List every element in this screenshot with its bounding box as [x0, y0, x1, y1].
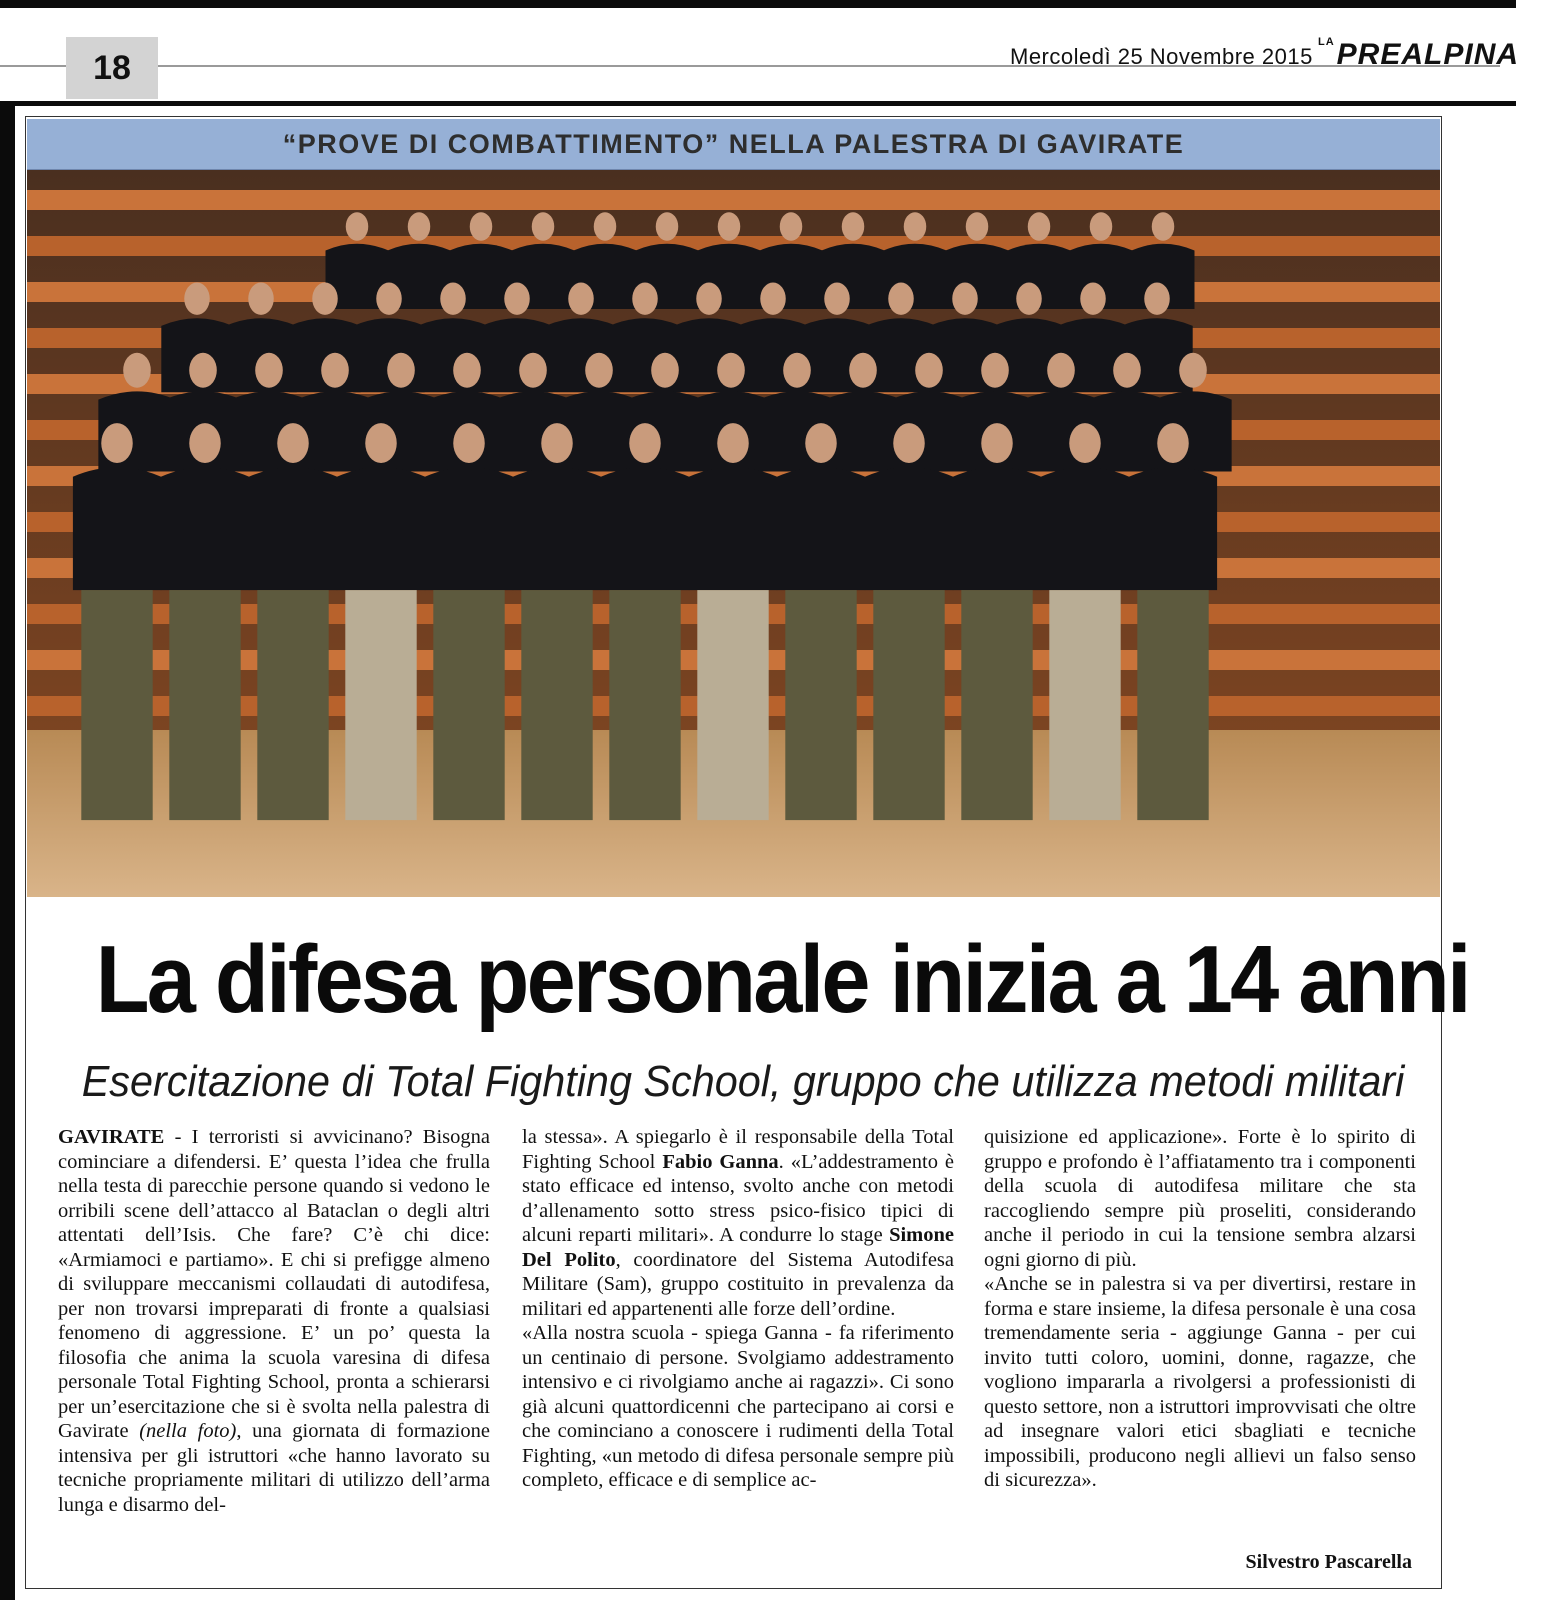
photo-reference: (nella foto) — [139, 1420, 237, 1442]
dateline: GAVIRATE — [58, 1126, 165, 1148]
paragraph: quisizione ed applicazione». Forte è lo spirito di gruppo e profondo è l’affiatamento tra i componenti della scuola di autodifesa militare che sta raccogliendo sempre più proseliti, considerando anche il periodo in cui la tensione sembra alzarsi ogni giorno di più. — [984, 1126, 1416, 1271]
paragraph: GAVIRATE - I terroristi si avvicinano? Bisogna cominciare a difendersi. E’ questa l’idea che frulla nella testa di parecchie persone quando si vedono le orribili scene dell’attacco al Bataclan o degli altri attentati dell’Isis. Che fare? C’è chi dice: «Armiamoci e partiamo». E chi si prefigge almeno di sviluppare meccanismi collaudati di autodifesa, per non trovarsi impreparati di fronte a qualsiasi fenomeno di aggressione. E’ un po’ questa la filosofia che anima la scuola varesina di difesa personale Total Fighting School, pronta a schierarsi per un’esercitazione che si è svolta nella palestra di Gavirate (nella foto), una giornata di formazione intensiva per gli istruttori «che hanno lavorato su tecniche propriamente militari di utilizzo dell’arma lunga e disarmo del- — [58, 1126, 490, 1516]
person-name: Simone Del Polito — [522, 1224, 954, 1271]
issue-date: Mercoledì 25 Novembre 2015 — [1010, 44, 1313, 69]
article-column-3 — [984, 1125, 1416, 1493]
bleacher-step — [27, 190, 1440, 210]
masthead-title: PREALPINA — [1336, 38, 1520, 71]
person — [1041, 423, 1129, 820]
article-kicker: “PROVE DI COMBATTIMENTO” NELLA PALESTRA DI GAVIRATE — [27, 119, 1440, 170]
headline: La difesa personale inizia a 14 anni — [95, 926, 1469, 1033]
person — [249, 423, 337, 820]
group-photo — [27, 170, 1440, 897]
person — [161, 423, 249, 820]
masthead-logo — [1318, 38, 1519, 72]
person — [73, 423, 161, 820]
person — [601, 423, 689, 820]
masthead-prefix: LA — [1318, 36, 1335, 48]
article-column-1 — [58, 1125, 490, 1517]
person — [865, 423, 953, 820]
person — [777, 423, 865, 820]
section-rule — [0, 101, 1516, 106]
paragraph: la stessa». A spiegarlo è il responsabile della Total Fighting School Fabio Ganna. «L’addestramento è stato efficace ed intenso, svolto anche con metodi d’allenamento sotto stress psico-fisico tipici di alcuni reparti militari». A condurre lo stage Simone Del Polito, coordinatore del Sistema Autodifesa Militare (Sam), gruppo costituito in prevalenza da militari ed appartenenti alle forze dell’ordine. — [522, 1126, 954, 1320]
left-margin-bar — [0, 101, 15, 1600]
person — [513, 423, 601, 820]
paragraph: «Anche se in palestra si va per divertirsi, restare in forma e stare insieme, la difesa personale è una cosa tremendamente seria - aggiunge Ganna - per cui invito tutti coloro, uomini, donne, ragazze, che vogliono impararla a rivolgersi a professionisti di questo settore, non a istruttori improvvisati che oltre ad insegnare valori etici sbagliati e tecniche impossibili, producono negli allievi un falso senso di sicurezza». — [984, 1273, 1416, 1491]
page-number: 18 — [66, 37, 158, 99]
person — [689, 423, 777, 820]
person — [337, 423, 425, 820]
top-rule — [0, 0, 1516, 8]
article-column-2 — [522, 1125, 954, 1493]
person — [1129, 423, 1217, 820]
subheadline: Esercitazione di Total Fighting School, gruppo che utilizza metodi militari — [81, 1057, 1405, 1106]
person — [425, 423, 513, 820]
paragraph: «Alla nostra scuola - spiega Ganna - fa riferimento un centinaio di persone. Svolgiamo addestramento intensivo e ci rivolgiamo anche ai ragazzi». Ci sono già alcuni quattordicenni che partecipano ai corsi e che cominciano a conoscere i rudimenti della Total Fighting, «un metodo di difesa personale sempre più completo, efficace e di semplice ac- — [522, 1322, 954, 1491]
byline: Silvestro Pascarella — [1245, 1551, 1412, 1573]
person — [953, 423, 1041, 820]
person-name: Fabio Ganna — [662, 1150, 779, 1173]
